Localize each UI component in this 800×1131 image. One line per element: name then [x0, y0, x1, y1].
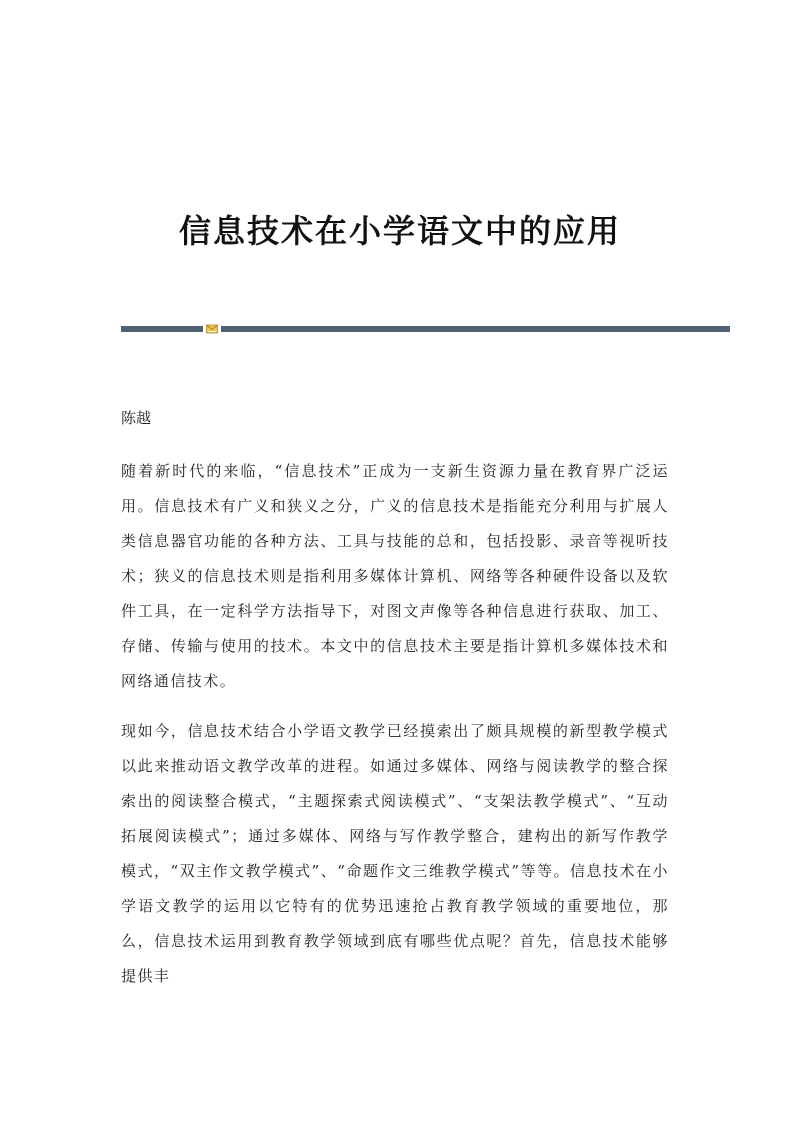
- paragraph-1: 随着新时代的来临，“信息技术”正成为一支新生资源力量在教育界广泛运用。信息技术有广义和狭义之分，广义的信息技术是指能充分利用与扩展人类信息器官功能的各种方法、工具与技能的总和，包括投影、录音等视听技术；狭义的信息技术则是指利用多媒体计算机、网络等各种硬件设备以及软件工具，在一定科学方法指导下，对图文声像等各种信息进行获取、加工、存储、传输与使用的技术。本文中的信息技术主要是指计算机多媒体技术和网络通信技术。: [121, 462, 669, 690]
- envelope-ornament-icon: [206, 324, 218, 334]
- divider-left-bar: [121, 326, 203, 332]
- document-title: 信息技术在小学语文中的应用: [178, 212, 621, 251]
- paragraph-2: 现如今，信息技术结合小学语文教学已经摸索出了颇具规模的新型教学模式以此来推动语文教学改革的进程。如通过多媒体、网络与阅读教学的整合探索出的阅读整合模式，“主题探索式阅读模式”、“支架法教学模式”、“互动拓展阅读模式”；通过多媒体、网络与写作教学整合，建构出的新写作教学模式，“双主作文教学模式”、“命题作文三维教学模式”等等。信息技术在小学语文教学的运用以它特有的优势迅速抢占教育教学领域的重要地位，那么，信息技术运用到教育教学领域到底有哪些优点呢？首先，信息技术能够提供丰: [121, 722, 669, 985]
- author-name: 陈越: [121, 409, 152, 427]
- document-body: [121, 454, 669, 1009]
- title-divider: [121, 325, 730, 333]
- divider-right-bar: [221, 326, 730, 332]
